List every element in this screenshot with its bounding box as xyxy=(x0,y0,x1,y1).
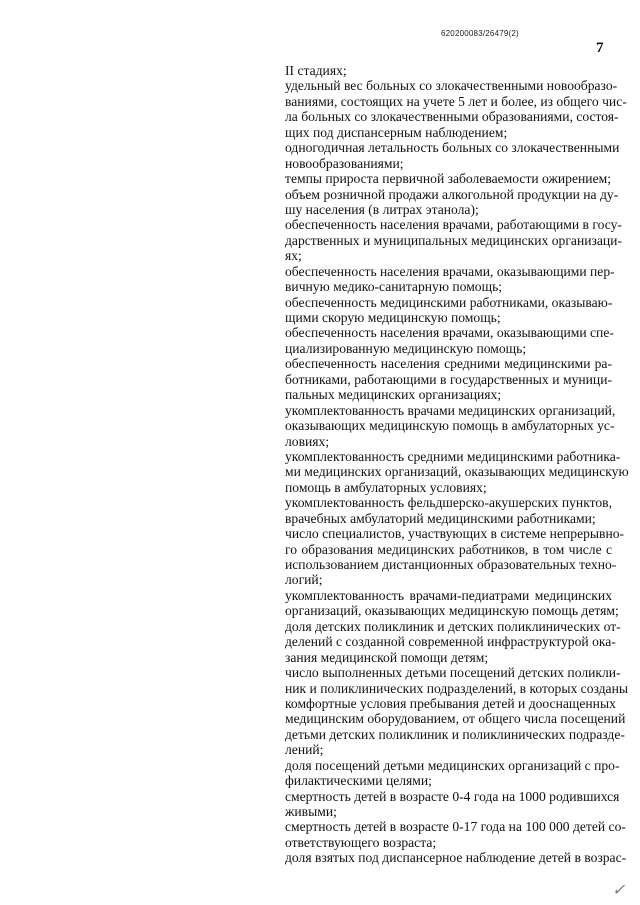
text-line: укомплектованность врачами медицинских организаций, xyxy=(285,402,616,418)
text-line: укомплектованность фельдшерско-акушерских пунктов, xyxy=(285,495,612,511)
text-line: смертность детей в возрасте 0-17 года на 100 000 детей со- xyxy=(285,819,626,835)
text-line: обеспеченность населения врачами, оказывающими пер- xyxy=(285,263,615,279)
text-line: обеспеченность населения средними медицинскими ра- xyxy=(285,356,612,372)
text-line: ник и поликлинических подразделений, в которых созданы xyxy=(285,680,628,696)
text-line: циализированную медицинскую помощь; xyxy=(285,340,527,356)
text-line: ла больных со злокачественными образованиями, состоя- xyxy=(285,109,619,125)
text-line: ях; xyxy=(285,248,302,264)
handwritten-mark: ✓ xyxy=(612,882,626,899)
text-line: доля посещений детьми медицинских организаций с про- xyxy=(285,757,620,773)
text-line: детьми детских поликлиник и поликлинических подразде- xyxy=(285,726,625,742)
text-line: число выполненных детьми посещений детских поликли- xyxy=(285,665,621,681)
text-line: делений с созданной современной инфраструктурой ока- xyxy=(285,634,616,650)
text-line: доля детских поликлиник и детских поликлинических от- xyxy=(285,618,621,634)
text-line: число специалистов, участвующих в системе непрерывно- xyxy=(285,526,625,542)
text-line: пальных медицинских организациях; xyxy=(285,387,502,403)
text-line: вичную медико-санитарную помощь; xyxy=(285,279,503,295)
text-line: удельный вес больных со злокачественными новообразо- xyxy=(285,78,618,94)
text-line: щими скорую медицинскую помощь; xyxy=(285,310,501,325)
text-line: одногодичная летальность больных со злокачественными xyxy=(285,140,620,156)
text-line: темпы прироста первичной заболеваемости ожирением; xyxy=(285,171,611,187)
text-line: укомплектованность врачами-педиатрами медицинских xyxy=(285,587,612,603)
text-line: объем розничной продажи алкогольной продукции на ду- xyxy=(285,186,619,202)
text-line: го образования медицинских работников, в том числе с xyxy=(285,541,612,557)
text-line: новообразованиями; xyxy=(285,155,404,171)
text-line: логий; xyxy=(285,572,323,588)
text-line: укомплектованность средними медицинскими работника- xyxy=(285,448,621,464)
text-line: обеспеченность населения врачами, работающими в госу- xyxy=(285,217,622,233)
text-line: организаций, оказывающих медицинскую помощь детям; xyxy=(285,603,619,619)
body-text xyxy=(285,63,629,866)
text-line: филактическими целями; xyxy=(285,773,432,789)
text-line: II стадиях; xyxy=(285,63,347,78)
text-line: дарственных и муниципальных медицинских организаци- xyxy=(285,232,622,248)
text-line: ваниями, состоящих на учете 5 лет и более, из общего чис- xyxy=(285,93,627,109)
text-line: лений; xyxy=(285,742,324,758)
page-number: 7 xyxy=(596,40,604,56)
text-line: ловиях; xyxy=(285,433,330,449)
text-line: медицинским оборудованием, от общего числа посещений xyxy=(285,711,626,727)
text-line: обеспеченность населения врачами, оказывающими спе- xyxy=(285,325,614,341)
text-line: использованием дистанционных образовательных техно- xyxy=(285,557,617,572)
text-line: щих под диспансерным наблюдением; xyxy=(285,124,508,140)
text-line: ответствующего возраста; xyxy=(285,834,437,850)
text-line: зания медицинской помощи детям; xyxy=(285,649,489,665)
text-line: врачебных амбулаторий медицинскими работниками; xyxy=(285,510,596,526)
text-line: шу населения (в литрах этанола); xyxy=(285,201,479,217)
text-line: ботниками, работающими в государственных и муници- xyxy=(285,371,612,387)
document-id: 620200083/26479(2) xyxy=(441,29,519,38)
text-line: доля взятых под диспансерное наблюдение детей в возрас- xyxy=(285,850,627,866)
text-line: смертность детей в возрасте 0-4 года на 1000 родившихся xyxy=(285,788,620,804)
text-line: оказывающих медицинскую помощь в амбулаторных ус- xyxy=(285,418,615,434)
text-line: ми медицинских организаций, оказывающих медицинскую xyxy=(285,464,629,480)
text-line: комфортные условия пребывания детей и дооснащенных xyxy=(285,695,616,711)
text-line: обеспеченность медицинскими работниками, оказываю- xyxy=(285,294,613,310)
text-line: живыми; xyxy=(285,804,337,819)
text-line: помощь в амбулаторных условиях; xyxy=(285,479,487,495)
